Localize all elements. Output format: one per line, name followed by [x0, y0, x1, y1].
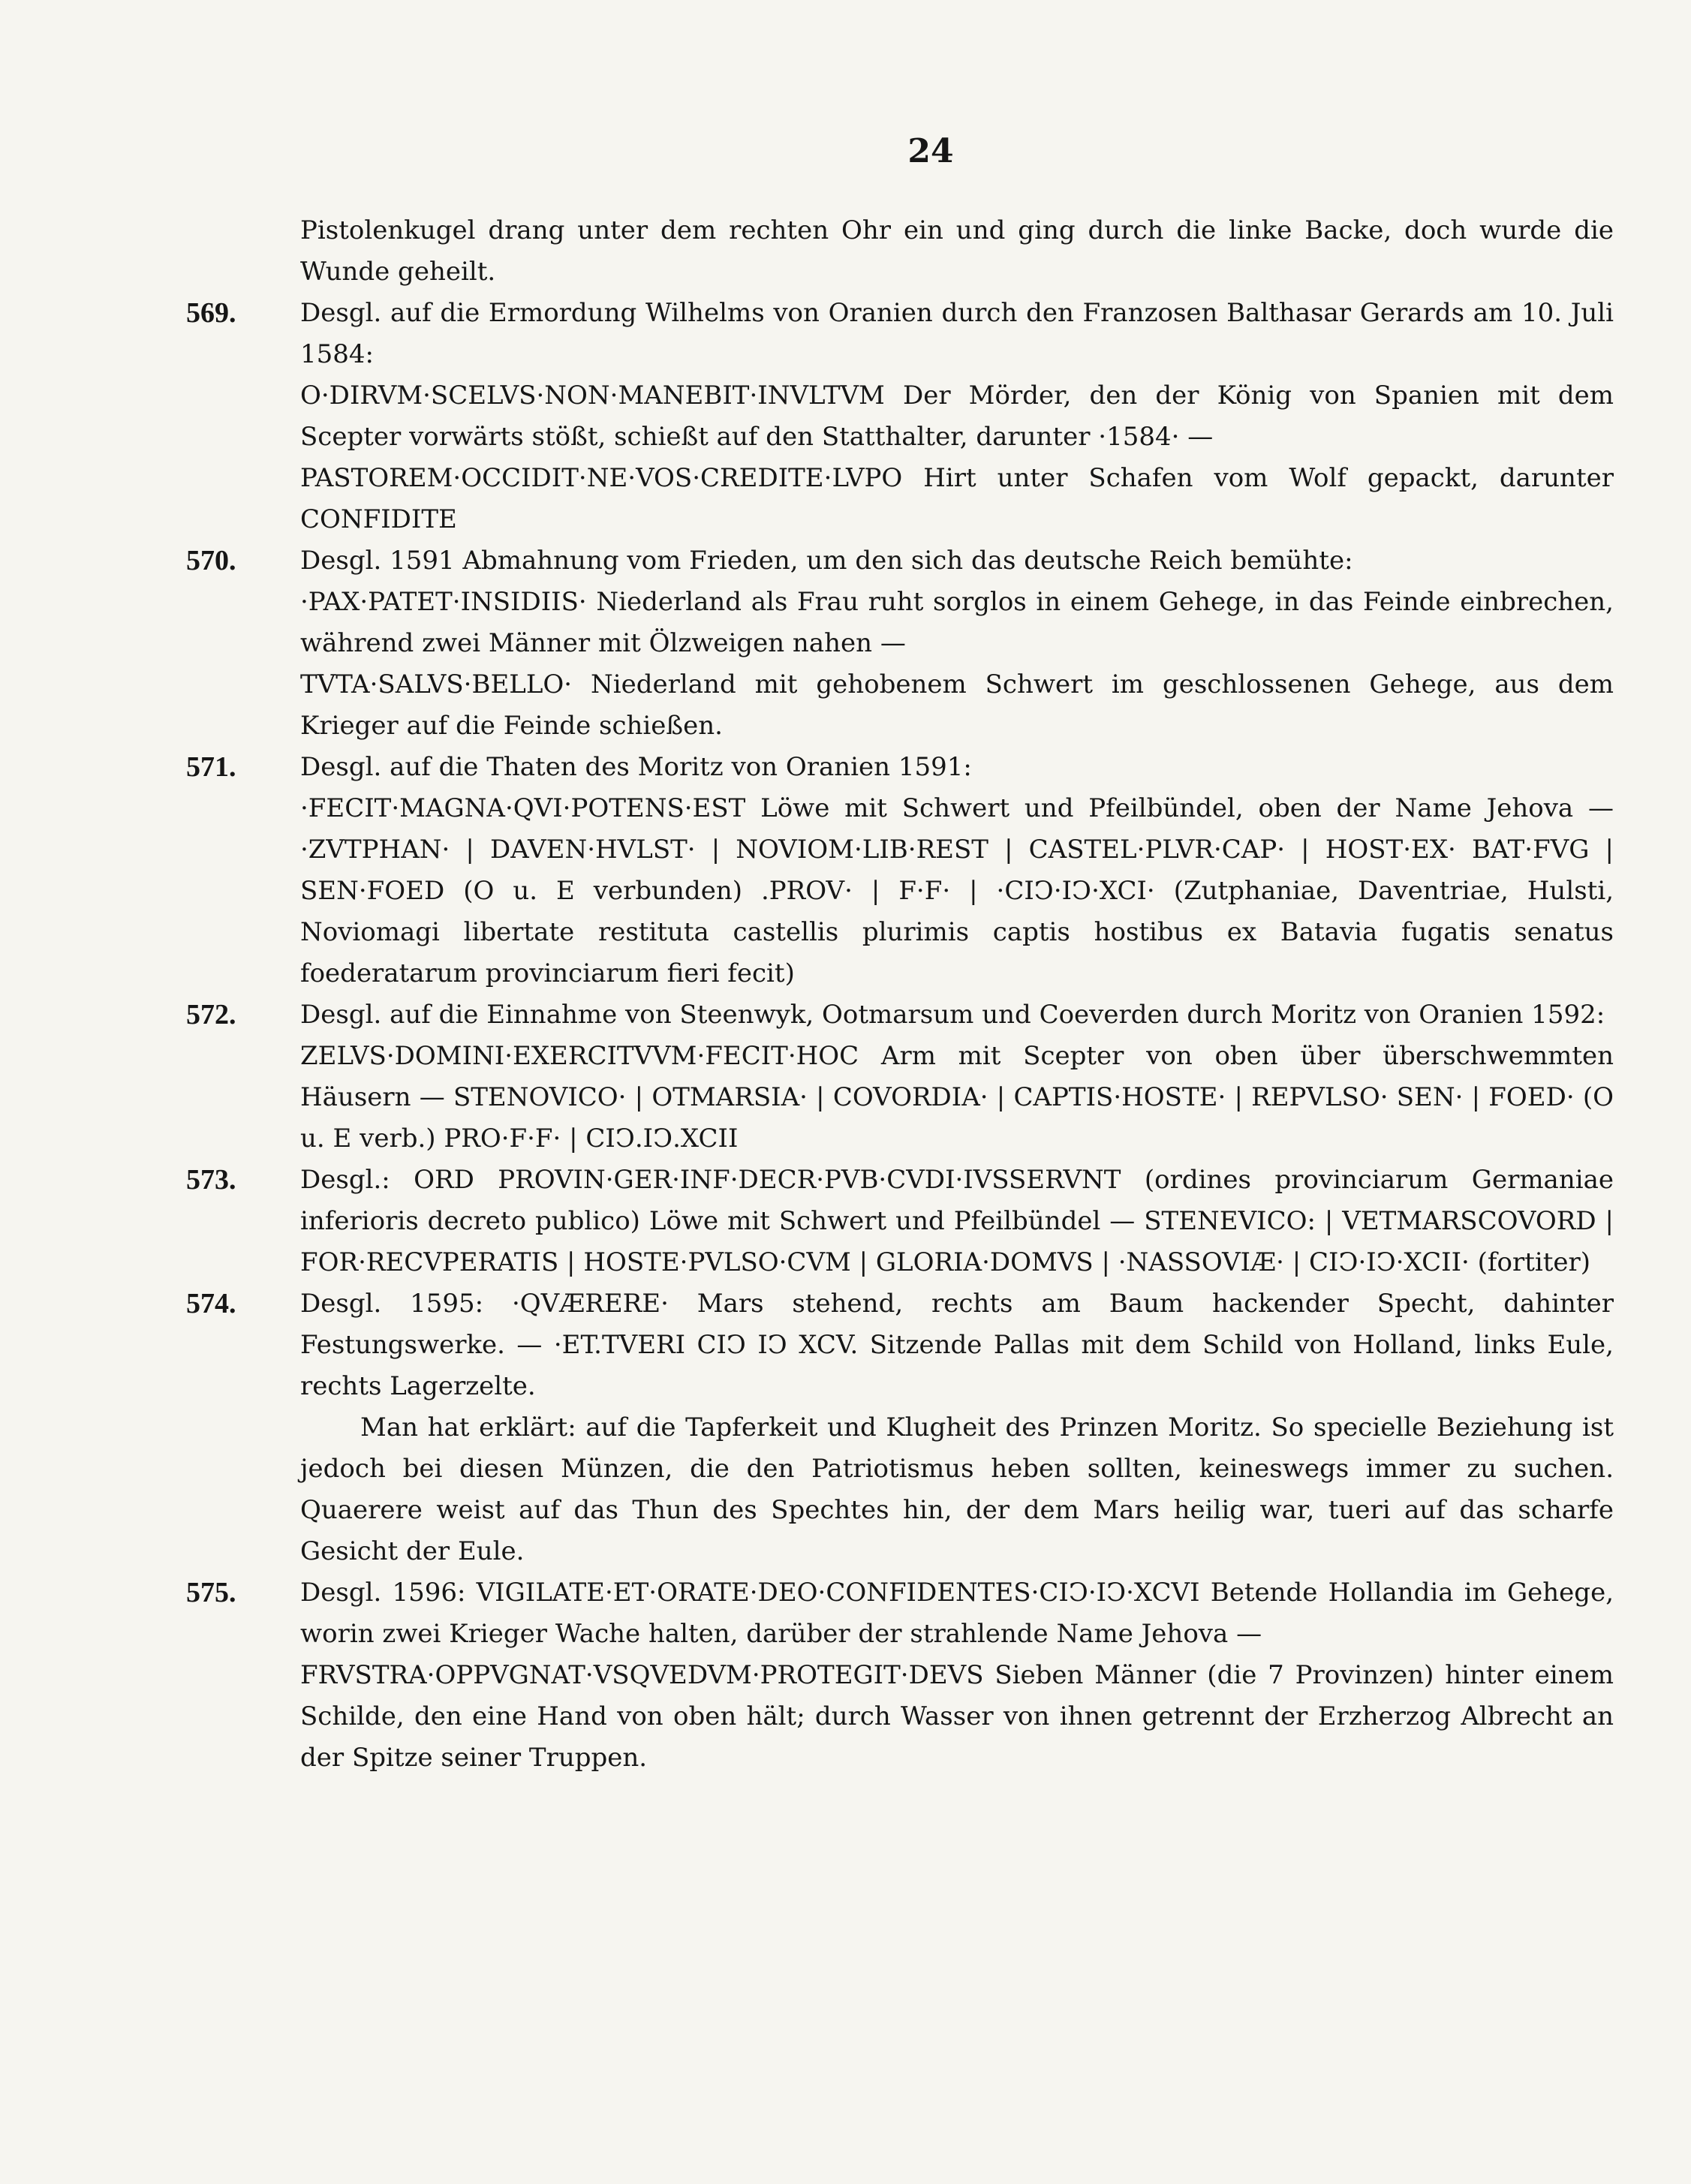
entry-line: ·PAX·PATET·INSIDIIS· Niederland als Frau ruht sorglos in einem Gehege, in das Feinde einbrechen, während zwei Männer mit Ölzweigen nahen —: [300, 587, 1614, 658]
entry-line: FRVSTRA·OPPVGNAT·VSQVEDVM·PROTEGIT·DEVS Sieben Männer (die 7 Provinzen) hinter einem Schilde, den eine Hand von oben hält; durch Wasser von ihnen getrennt der Erzherzog Albrecht an der Spitze seiner Truppen.: [300, 1660, 1614, 1773]
intro-paragraph: Pistolenkugel drang unter dem rechten Ohr ein und ging durch die linke Backe, doch wurde die Wunde geheilt.: [300, 215, 1614, 287]
entry-570: [186, 540, 1614, 747]
page-number: 24: [907, 132, 954, 170]
entry-line: Desgl. 1596: VIGILATE·ET·ORATE·DEO·CONFIDENTES·CIↃ·IↃ·XCVI Betende Hollandia im Gehege, worin zwei Krieger Wache halten, darüber der strahlende Name Jehova —: [300, 1578, 1614, 1649]
entry-line: Desgl. auf die Thaten des Moritz von Oranien 1591:: [300, 752, 972, 782]
entry-number: 574.: [186, 1288, 236, 1319]
entry-line: TVTA·SALVS·BELLO· Niederland mit gehobenem Schwert im geschlossenen Gehege, aus dem Krieger auf die Feinde schießen.: [300, 669, 1614, 741]
entry-line: Desgl. 1591 Abmahnung vom Frieden, um den sich das deutsche Reich bemühte:: [300, 546, 1353, 576]
entry-number: 575.: [186, 1577, 236, 1608]
entry-572: [186, 994, 1614, 1160]
entry-line: Desgl. auf die Ermordung Wilhelms von Oranien durch den Franzosen Balthasar Gerards am 10. Juli 1584:: [300, 298, 1614, 369]
entry-number: 571.: [186, 751, 236, 783]
entry-line: ·FECIT·MAGNA·QVI·POTENS·EST Löwe mit Schwert und Pfeilbündel, oben der Name Jehova — ·ZVTPHAN· | DAVEN·HVLST· | NOVIOM·LIB·REST | CASTEL·PLVR·CAP· | HOST·EX· BAT·FVG | SEN·FOED (O u. E verbunden) .PROV· | F·F· | ·CIↃ·IↃ·XCI· (Zutphaniae, Daventriae, Hulsti, Noviomagi libertate restituta castellis plurimis captis hostibus ex Batavia fugatis senatus foederatarum provinciarum fieri fecit): [300, 793, 1614, 988]
entry-line: ZELVS·DOMINI·EXERCITVVM·FECIT·HOC Arm mit Scepter von oben über überschwemmten Häusern — STENOVICO· | OTMARSIA· | COVORDIA· | CAPTIS·HOSTE· | REPVLSO· SEN· | FOED· (O u. E verb.) PRO·F·F· | CIↃ.IↃ.XCII: [300, 1041, 1614, 1154]
entry-number: 570.: [186, 545, 236, 576]
entry-571: [186, 747, 1614, 994]
entry-line: Desgl. 1595: ·QVÆRERE· Mars stehend, rechts am Baum hackender Specht, dahinter Festungswerke. — ·ET.TVERI CIↃ IↃ XCV. Sitzende Pallas mit dem Schild von Holland, links Eule, rechts Lagerzelte.: [300, 1289, 1614, 1401]
entry-line: O·DIRVM·SCELVS·NON·MANEBIT·INVLTVM Der Mörder, den der König von Spanien mit dem Scepter vorwärts stößt, schießt auf den Statthalter, darunter ·1584· —: [300, 381, 1614, 452]
body-text: [186, 210, 1614, 1779]
entry-number: 573.: [186, 1164, 236, 1196]
note-paragraph: Man hat erklärt: auf die Tapferkeit und Klugheit des Prinzen Moritz. So specielle Beziehung ist jedoch bei diesen Münzen, die den Patriotismus heben sollten, keineswegs immer zu suchen. Quaerere weist auf das Thun des Spechtes hin, der dem Mars heilig war, tueri auf das scharfe Gesicht der Eule.: [300, 1412, 1614, 1566]
entry-574: [186, 1283, 1614, 1407]
entry-line: Desgl. auf die Einnahme von Steenwyk, Ootmarsum und Coeverden durch Moritz von Oranien 1592:: [300, 1000, 1605, 1030]
entry-number: 572.: [186, 999, 236, 1030]
entry-575: [186, 1572, 1614, 1779]
entry-number: 569.: [186, 297, 236, 329]
entry-line: PASTOREM·OCCIDIT·NE·VOS·CREDITE·LVPO Hirt unter Schafen vom Wolf gepackt, darunter CONFIDITE: [300, 463, 1614, 534]
entry-573: [186, 1160, 1614, 1283]
entry-569: [186, 293, 1614, 540]
entry-line: Desgl.: ORD PROVIN·GER·INF·DECR·PVB·CVDI·IVSSERVNT (ordines provinciarum Germaniae inferioris decreto publico) Löwe mit Schwert und Pfeilbündel — STENEVICO: | VETMARSCOVORD | FOR·RECVPERATIS | HOSTE·PVLSO·CVM | GLORIA·DOMVS | ·NASSOVIÆ· | CIↃ·IↃ·XCII· (fortiter): [300, 1165, 1614, 1277]
